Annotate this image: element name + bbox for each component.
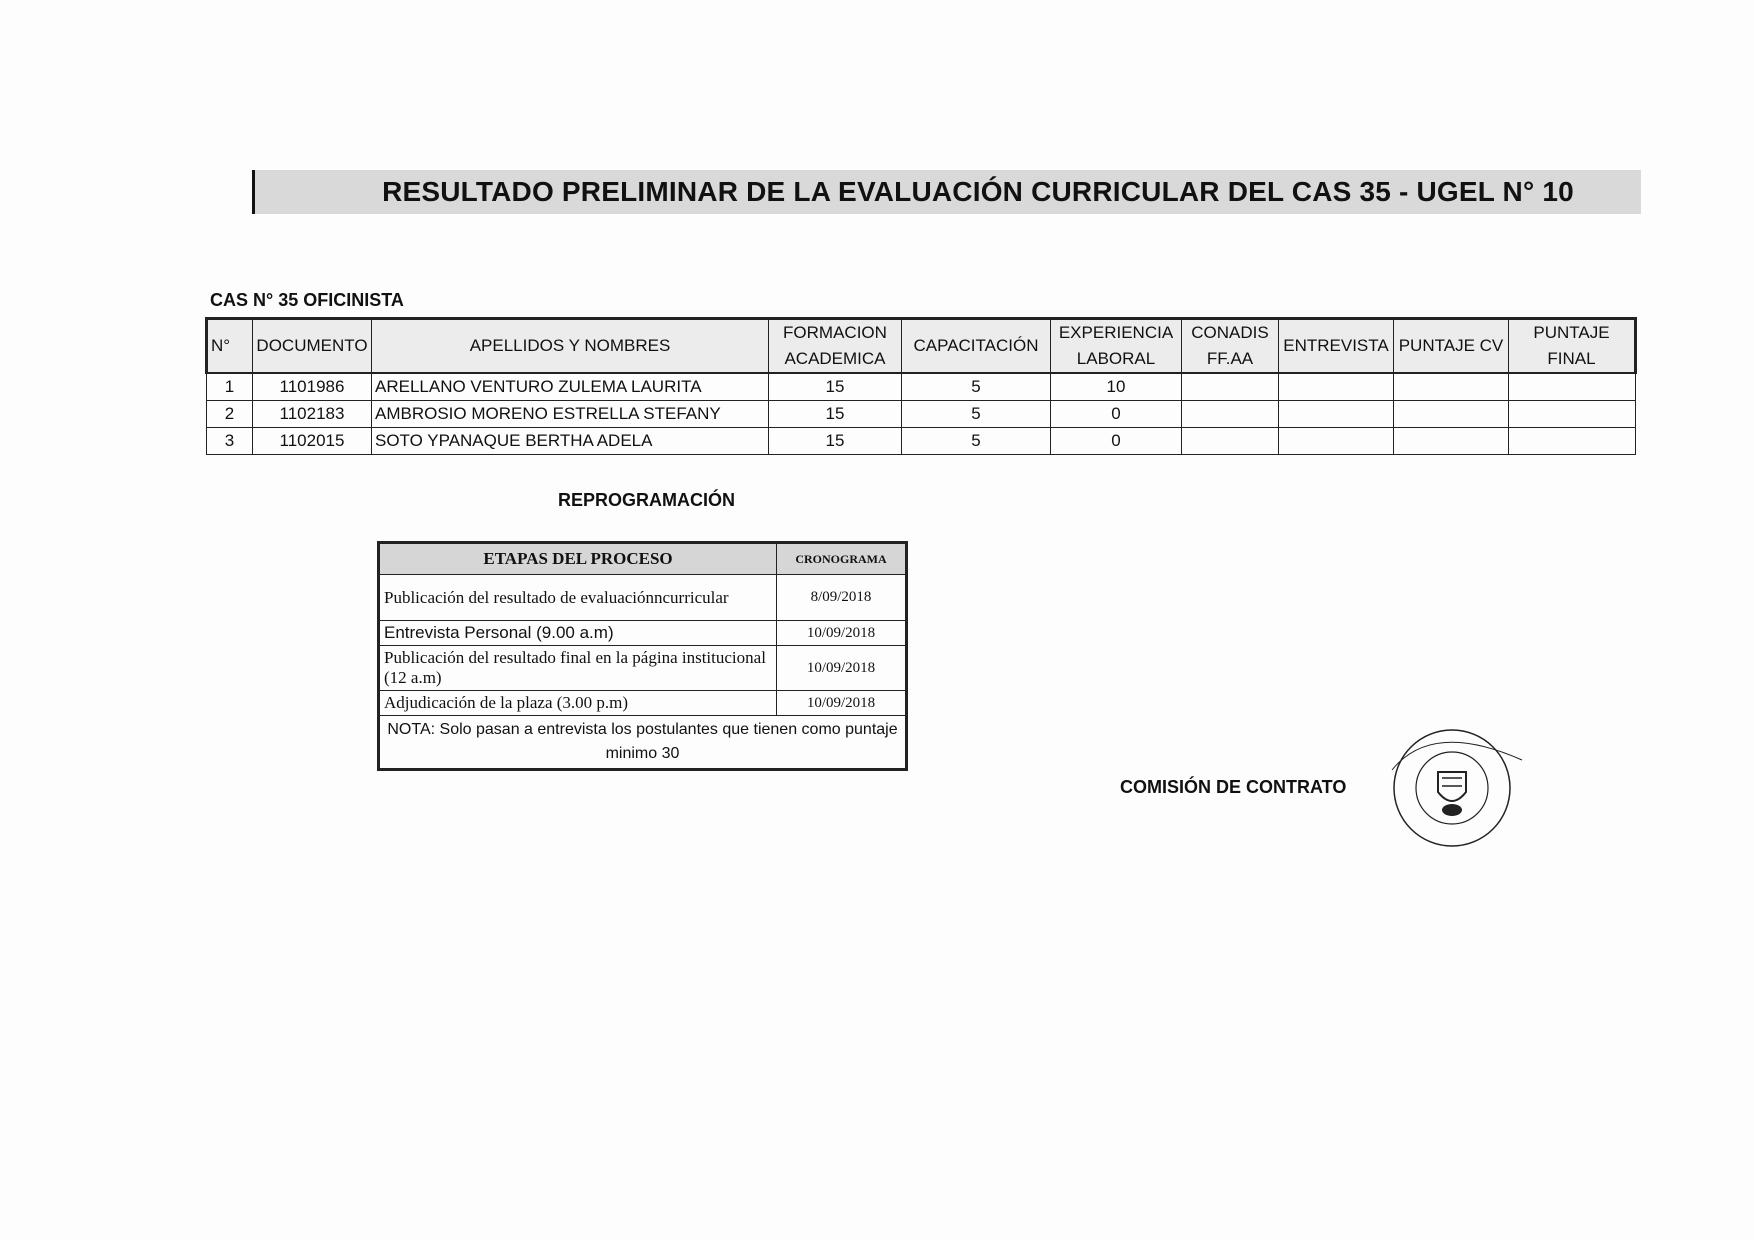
- header-n: N°: [207, 319, 253, 374]
- cell-documento: 1102015: [253, 428, 372, 455]
- cell-entrevista: [1279, 428, 1394, 455]
- cell-capacitacion: 5: [902, 373, 1051, 401]
- header-experiencia: [1051, 319, 1182, 374]
- cell-puntaje-cv: [1394, 373, 1509, 401]
- header-documento: DOCUMENTO: [253, 319, 372, 374]
- stage-date: 10/09/2018: [777, 621, 907, 646]
- cell-conadis: [1182, 373, 1279, 401]
- cell-documento: 1101986: [253, 373, 372, 401]
- header-conadis-line2: FF.AA: [1206, 349, 1254, 368]
- reprogramacion-heading: REPROGRAMACIÓN: [558, 490, 736, 510]
- header-cronograma: CRONOGRAMA: [777, 543, 907, 575]
- header-formacion-line2: ACADEMICA: [784, 349, 886, 368]
- results-table: [205, 317, 1637, 455]
- header-capacitacion: CAPACITACIÓN: [902, 319, 1051, 374]
- cell-experiencia: 0: [1051, 401, 1182, 428]
- stage-row: [379, 646, 907, 691]
- cell-formacion: 15: [769, 373, 902, 401]
- header-etapas: ETAPAS DEL PROCESO: [379, 543, 777, 575]
- stage-name: Adjudicación de la plaza (3.00 p.m): [379, 691, 777, 716]
- stage-row: [379, 691, 907, 716]
- cell-experiencia: 10: [1051, 373, 1182, 401]
- cell-capacitacion: 5: [902, 428, 1051, 455]
- cas-label: CAS N° 35 OFICINISTA: [210, 290, 404, 310]
- stage-row: [379, 621, 907, 646]
- page-title: RESULTADO PRELIMINAR DE LA EVALUACIÓN CURRICULAR DEL CAS 35 - UGEL N° 10: [382, 176, 1574, 207]
- cell-n: 3: [207, 428, 253, 455]
- header-puntaje-cv: PUNTAJE CV: [1394, 319, 1509, 374]
- cell-puntaje-final: [1509, 401, 1636, 428]
- official-seal: [1372, 720, 1532, 850]
- header-puntaje-final: [1509, 319, 1636, 374]
- stages-header-row: [379, 543, 907, 575]
- cell-n: 1: [207, 373, 253, 401]
- table-row: [207, 401, 1636, 428]
- cell-nombres: SOTO YPANAQUE BERTHA ADELA: [372, 428, 769, 455]
- cell-experiencia: 0: [1051, 428, 1182, 455]
- cell-capacitacion: 5: [902, 401, 1051, 428]
- cell-formacion: 15: [769, 428, 902, 455]
- header-experiencia-line1: EXPERIENCIA: [1058, 323, 1174, 342]
- cell-puntaje-final: [1509, 373, 1636, 401]
- page-title-bar: [252, 170, 1641, 214]
- commission-label: COMISIÓN DE CONTRATO: [1120, 777, 1347, 797]
- stages-table: [377, 541, 908, 771]
- cell-entrevista: [1279, 401, 1394, 428]
- stage-name: Entrevista Personal (9.00 a.m): [379, 621, 777, 646]
- stage-name: Publicación del resultado final en la página institucional (12 a.m): [379, 646, 777, 691]
- header-conadis: [1182, 319, 1279, 374]
- stage-row: [379, 575, 907, 621]
- cell-nombres: AMBROSIO MORENO ESTRELLA STEFANY: [372, 401, 769, 428]
- cell-entrevista: [1279, 373, 1394, 401]
- stage-date: 10/09/2018: [777, 646, 907, 691]
- header-entrevista: ENTREVISTA: [1279, 319, 1394, 374]
- table-row: [207, 428, 1636, 455]
- header-conadis-line1: CONADIS: [1191, 323, 1269, 342]
- cell-n: 2: [207, 401, 253, 428]
- cell-puntaje-cv: [1394, 401, 1509, 428]
- header-experiencia-line2: LABORAL: [1076, 349, 1156, 368]
- cell-puntaje-final: [1509, 428, 1636, 455]
- header-puntaje-final-line1: PUNTAJE: [1533, 323, 1610, 342]
- header-formacion-line1: FORMACION: [783, 323, 887, 342]
- header-puntaje-final-line2: FINAL: [1547, 349, 1596, 368]
- seal-emblem: [1442, 804, 1462, 816]
- seal-shield-lines: [1442, 778, 1462, 786]
- header-formacion: [769, 319, 902, 374]
- note-row: [379, 716, 907, 770]
- stage-date: 10/09/2018: [777, 691, 907, 716]
- cell-nombres: ARELLANO VENTURO ZULEMA LAURITA: [372, 373, 769, 401]
- cell-documento: 1102183: [253, 401, 372, 428]
- note-text: NOTA: Solo pasan a entrevista los postulantes que tienen como puntaje minimo 30: [379, 716, 907, 770]
- cell-conadis: [1182, 428, 1279, 455]
- results-header-row: [207, 319, 1636, 374]
- header-nombres: APELLIDOS Y NOMBRES: [372, 319, 769, 374]
- cell-conadis: [1182, 401, 1279, 428]
- cell-formacion: 15: [769, 401, 902, 428]
- table-row: [207, 373, 1636, 401]
- stage-name: Publicación del resultado de evaluaciónncurricular: [379, 575, 777, 621]
- stage-date: 8/09/2018: [777, 575, 907, 621]
- cell-puntaje-cv: [1394, 428, 1509, 455]
- seal-outer-ring: [1394, 730, 1510, 846]
